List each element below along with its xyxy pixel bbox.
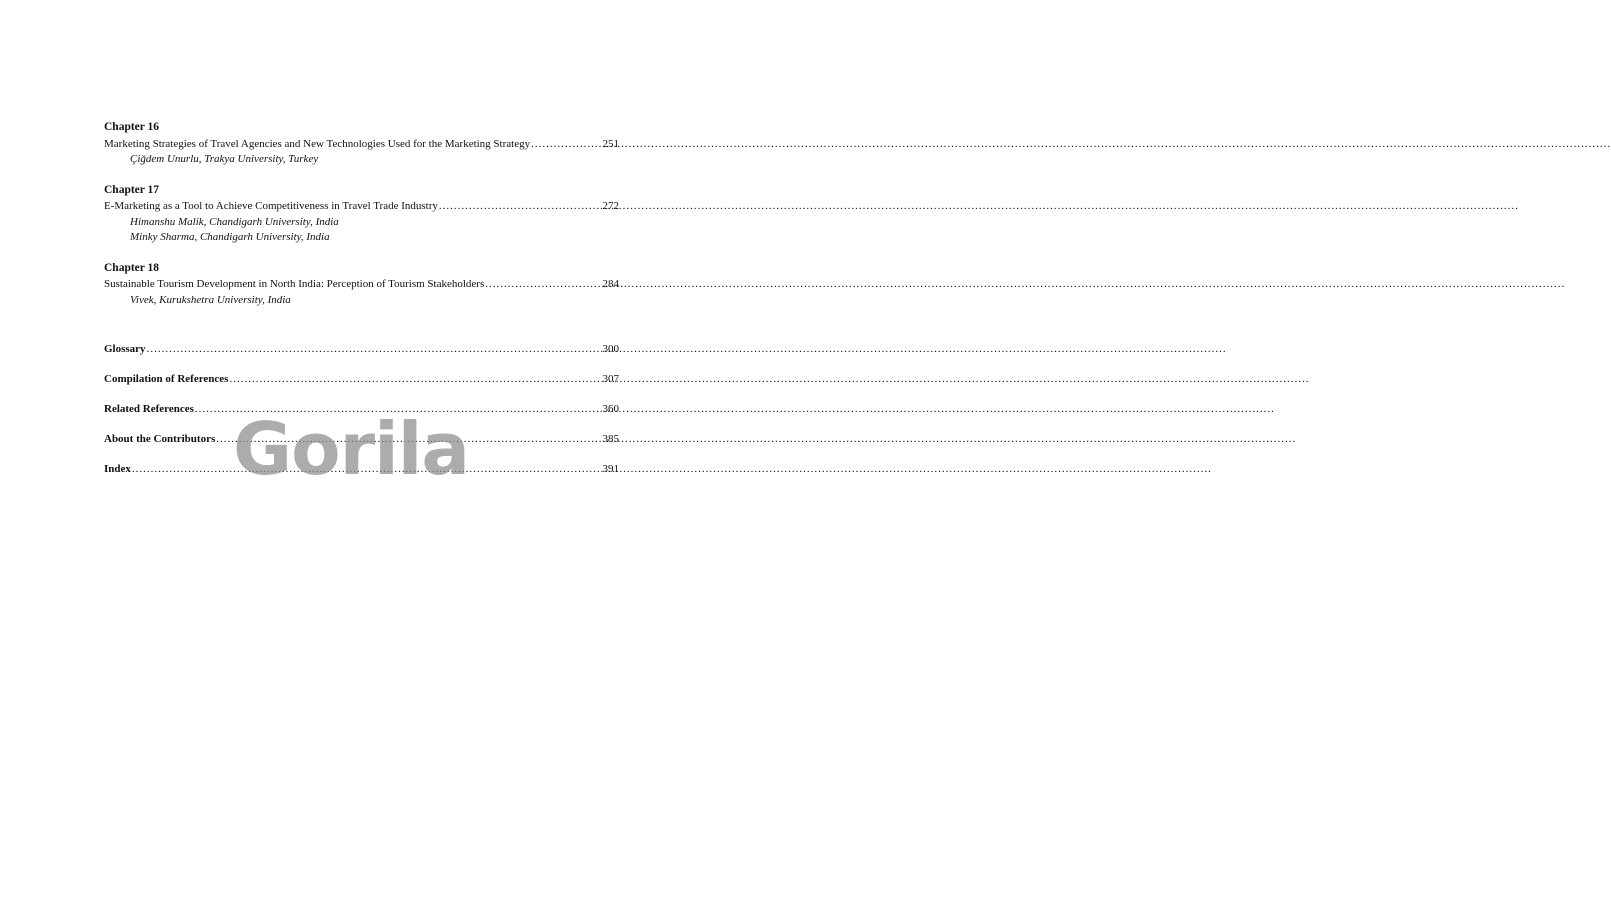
table-of-contents [104,120,619,492]
chapter-label: Chapter 17 [104,183,160,196]
dot-leader [195,402,602,418]
chapter-title-line[interactable] [104,137,619,153]
dot-leader [216,432,601,448]
page-number: 385 [602,433,619,445]
chapter-entry-17 [104,183,619,246]
chapter-author: Çiğdem Unurlu, Trakya University, Turkey [130,153,319,165]
entry-title: Related References [104,403,194,415]
page-number: 360 [602,403,619,415]
dot-leader [485,277,601,293]
entry-title: Compilation of References [104,373,229,385]
entry-title: Glossary [104,343,146,355]
dot-leader [439,199,602,215]
chapter-title: Marketing Strategies of Travel Agencies and New Technologies Used for the Marketing Strategy [104,137,531,150]
chapter-author: Vivek, Kurukshetra University, India [130,293,291,306]
backmatter-list [104,342,619,478]
dot-leader [147,342,602,358]
chapter-title: Sustainable Tourism Development in North India: Perception of Tourism Stakeholders [104,278,485,290]
toc-entry-about-the-contributors[interactable] [104,432,619,448]
toc-entry-related-references[interactable] [104,402,619,418]
dot-leader [531,137,601,153]
chapter-title-line[interactable] [104,277,619,293]
chapter-entry-16 [104,120,619,168]
toc-entry-compilation-of-references[interactable] [104,372,619,388]
toc-entry-glossary[interactable] [104,342,619,358]
page-number: 272 [602,200,619,212]
watermark-logo: Gorila [233,407,470,491]
toc-entry-index[interactable] [104,462,619,478]
chapter-author: Himanshu Malik, Chandigarh University, India [130,215,339,228]
chapter-label: Chapter 18 [104,261,160,274]
page-number: 300 [602,343,619,355]
dot-leader [229,372,601,388]
page-number: 284 [602,278,619,290]
chapter-entry-18 [104,261,619,309]
entry-title: Index [104,463,131,475]
page-number: 251 [602,137,619,150]
chapter-title: E-Marketing as a Tool to Achieve Competitiveness in Travel Trade Industry [104,200,438,212]
entry-title: About the Contributors [104,433,216,445]
page-number: 391 [602,463,619,475]
chapter-author: Minky Sharma, Chandigarh University, India [130,231,330,243]
page-number: 307 [602,373,619,385]
chapter-title-line[interactable] [104,199,619,215]
dot-leader [132,462,602,478]
chapter-label: Chapter 16 [104,121,160,133]
